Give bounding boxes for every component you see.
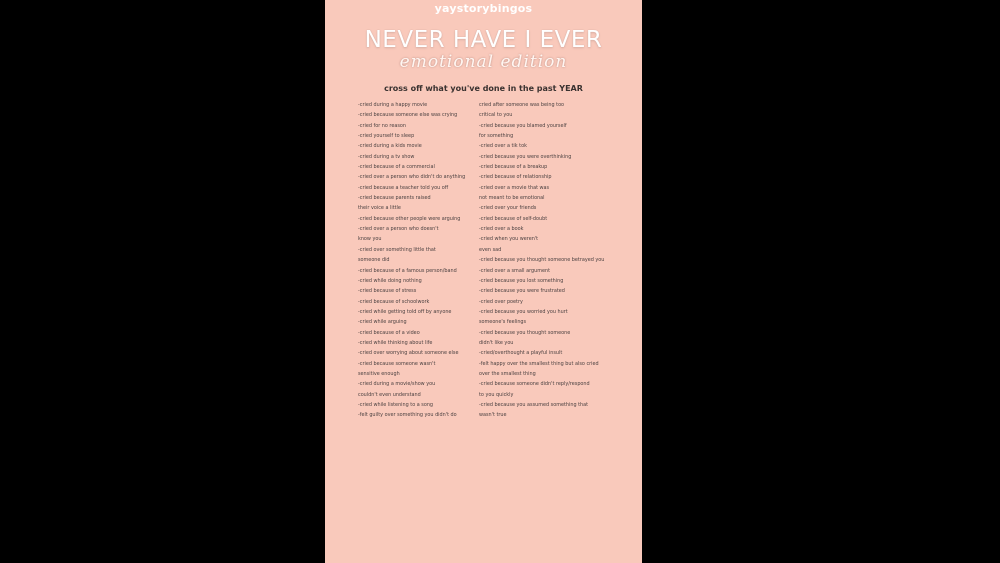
list-item: over the smallest thing	[479, 370, 536, 377]
list-item: -cried over a book	[479, 226, 524, 233]
list-item: -cried over worrying about someone else	[358, 350, 459, 357]
list-item: -cried over a movie that was	[479, 184, 550, 191]
list-item: -cried because you worried you hurt	[479, 308, 568, 315]
list-item: someone did	[358, 257, 390, 264]
list-item: sensitive enough	[358, 370, 400, 377]
list-item: for something	[479, 133, 514, 140]
list-item: -cried yourself to sleep	[358, 133, 415, 140]
list-item: -cried because you assumed something that	[479, 401, 589, 408]
list-item: -cried because someone wasn't	[358, 360, 436, 367]
list-item: someone's feelings	[479, 319, 527, 326]
list-item: -cried during a movie/show you	[358, 381, 436, 388]
list-item: -cried because you were frustrated	[479, 288, 565, 295]
list-item: wasn't true	[479, 412, 507, 419]
list-item: -cried because you thought someone betrayed you	[479, 257, 605, 264]
list-item: -cried because parents raised	[358, 195, 431, 202]
list-item: couldn't even understand	[358, 391, 421, 398]
list-item: -cried because of relationship	[479, 174, 552, 181]
list-item: -felt guilty over something you didn't do	[358, 412, 457, 419]
list-item: -cried while listening to a song	[358, 401, 434, 408]
list-item: -cried over your friends	[479, 205, 537, 212]
card-subtitle: emotional edition	[399, 52, 568, 72]
list-item: -cried because of self-doubt	[479, 215, 548, 222]
list-item: -cried because you blamed yourself	[479, 122, 567, 129]
list-item: -cried because of stress	[358, 288, 417, 295]
list-item: not meant to be emotional	[479, 195, 545, 202]
author-handle: yaystorybingos	[434, 2, 533, 15]
list-item: -cried while getting told off by anyone	[358, 308, 452, 315]
list-item: -cried during a tv show	[358, 153, 415, 160]
list-item: -cried over something little that	[358, 246, 436, 253]
list-item: -cried because someone else was crying	[358, 112, 458, 119]
list-item: -cried because other people were arguing	[358, 215, 461, 222]
list-item: -cried because of schoolwork	[358, 298, 430, 305]
list-item: -cried over a person who doesn't	[358, 226, 439, 233]
list-item: -cried while thinking about life	[358, 339, 433, 346]
list-item: cried after someone was being too	[479, 102, 565, 108]
list-item: to you quickly	[479, 391, 514, 398]
list-item: -cried during a happy movie	[358, 102, 428, 108]
list-item: -cried over poetry	[479, 298, 523, 305]
list-item: even sad	[479, 246, 502, 253]
list-item: -cried over a person who didn't do anything	[358, 174, 466, 181]
list-item: -cried during a kids movie	[358, 143, 422, 150]
list-item: -cried over a small argument	[479, 267, 550, 274]
right-list	[479, 100, 611, 421]
list-item: -cried/overthought a playful insult	[479, 350, 563, 357]
list-item: -cried because of a video	[358, 329, 420, 336]
list-item: -cried when you weren't	[479, 236, 539, 243]
list-item: -cried because someone didn't reply/respond	[479, 381, 590, 388]
list-item: -cried over a tik tok	[479, 143, 527, 150]
list-item: didn't like you	[479, 339, 514, 346]
list-item: -cried because a teacher told you off	[358, 184, 449, 191]
list-item: critical to you	[479, 112, 513, 119]
list-item: know you	[358, 236, 382, 243]
list-item: -cried while doing nothing	[358, 277, 422, 284]
list-item: -cried for no reason	[358, 122, 406, 129]
list-item: -cried because of a breakup	[479, 164, 548, 171]
bingo-card	[325, 0, 642, 563]
list-item: -cried because you lost something	[479, 277, 564, 284]
left-list	[358, 100, 486, 421]
list-item: -cried because of a famous person/band	[358, 267, 457, 274]
list-item: -cried while arguing	[358, 319, 407, 326]
list-item: -felt happy over the smallest thing but also cried	[479, 360, 599, 367]
list-item: -cried because you thought someone	[479, 329, 571, 336]
list-item: their voice a little	[358, 205, 401, 212]
instruction-text: cross off what you've done in the past YEAR	[384, 84, 583, 93]
list-item: -cried because of a commercial	[358, 164, 435, 171]
card-title: NEVER HAVE I EVER	[364, 27, 603, 53]
list-item: -cried because you were overthinking	[479, 153, 572, 160]
